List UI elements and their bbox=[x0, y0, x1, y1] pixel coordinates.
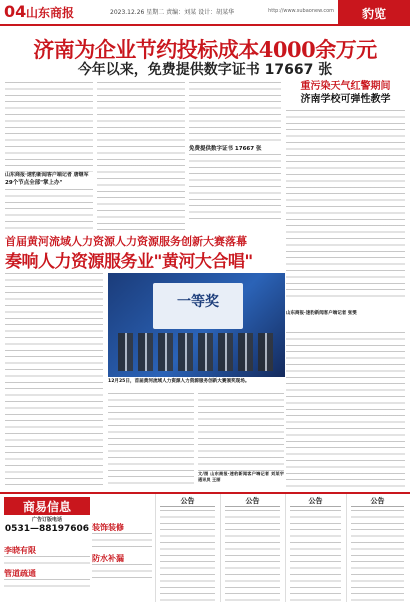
lead-subheadline: 今年以来，免费提供数字证书 17667 张 bbox=[77, 62, 333, 78]
stage-screen bbox=[153, 283, 243, 329]
side-column-lower bbox=[286, 332, 405, 488]
notice-2 bbox=[220, 494, 284, 602]
lead-byline: 山东商报·速豹新闻客户端记者 唐继军 bbox=[5, 172, 89, 178]
notice-heading: 公告 bbox=[225, 496, 280, 507]
ads-phone[interactable]: 0531—88197606 bbox=[4, 524, 90, 534]
ads-hotline bbox=[4, 517, 90, 534]
notice-heading: 公告 bbox=[351, 496, 404, 507]
ad-item-3: 装饰装修 bbox=[92, 523, 124, 532]
photo-caption: 12月25日，首届黄河流域人力资源人力资源服务创新大赛颁奖现场。 bbox=[108, 379, 250, 384]
lead-column-1 bbox=[5, 82, 93, 230]
issue-meta: 2023.12.26 星期二 责编：刘某 设计：胡某华 bbox=[110, 9, 235, 16]
section-brand: 豹览 bbox=[338, 0, 410, 26]
side-body bbox=[286, 110, 405, 310]
lead-headline: 济南为企业节约投标成本4000余万元 bbox=[33, 37, 377, 62]
ads-col-a bbox=[4, 545, 90, 591]
side-headline-red: 重污染天气红警期间 bbox=[300, 81, 391, 92]
notice-1 bbox=[155, 494, 219, 602]
notice-heading: 公告 bbox=[160, 496, 215, 507]
newspaper-name: 山东商报 bbox=[26, 6, 75, 20]
ads-hotline-label: 广告订版电话 bbox=[31, 517, 62, 523]
notice-3 bbox=[285, 494, 345, 602]
ad-item-1: 李晓有限 bbox=[4, 546, 36, 555]
lead-subhead-left: 29个节点全部"掌上办" bbox=[5, 180, 63, 187]
side-story bbox=[286, 80, 405, 328]
ad-item-2: 管道疏通 bbox=[4, 569, 36, 578]
page-number: 04 bbox=[4, 2, 27, 21]
page-header bbox=[0, 0, 410, 26]
stage-text: 一等奖 bbox=[177, 294, 219, 310]
second-headline: 奏响人力资源服务业"黄河大合唱" bbox=[5, 252, 253, 272]
second-byline: 文/图 山东商报·速豹新闻客户端记者 刘某宇 通讯员 王丽 bbox=[198, 471, 284, 483]
notice-heading: 公告 bbox=[290, 496, 341, 507]
side-byline: 山东商报·速豹新闻客户端记者 张雯 bbox=[286, 311, 357, 316]
second-column-3 bbox=[198, 393, 284, 488]
notice-4 bbox=[346, 494, 408, 602]
lead-subhead-mid: 免费提供数字证书 17667 张 bbox=[189, 146, 262, 152]
lead-column-2 bbox=[97, 82, 185, 230]
second-column-2 bbox=[108, 393, 194, 488]
lead-column-3 bbox=[189, 82, 281, 230]
ads-title: 商易信息 bbox=[4, 497, 90, 515]
side-headline-black: 济南学校可弹性教学 bbox=[300, 94, 391, 105]
second-column-1 bbox=[5, 273, 103, 488]
ads-col-b bbox=[92, 522, 152, 578]
ad-item-4: 防水补漏 bbox=[92, 554, 124, 563]
site-url[interactable]: http://www.subaonew.com bbox=[268, 8, 334, 14]
second-kicker: 首届黄河流域人力资源人力资源服务创新大赛落幕 bbox=[5, 235, 247, 248]
award-photo bbox=[108, 273, 285, 377]
award-winners bbox=[118, 333, 275, 371]
